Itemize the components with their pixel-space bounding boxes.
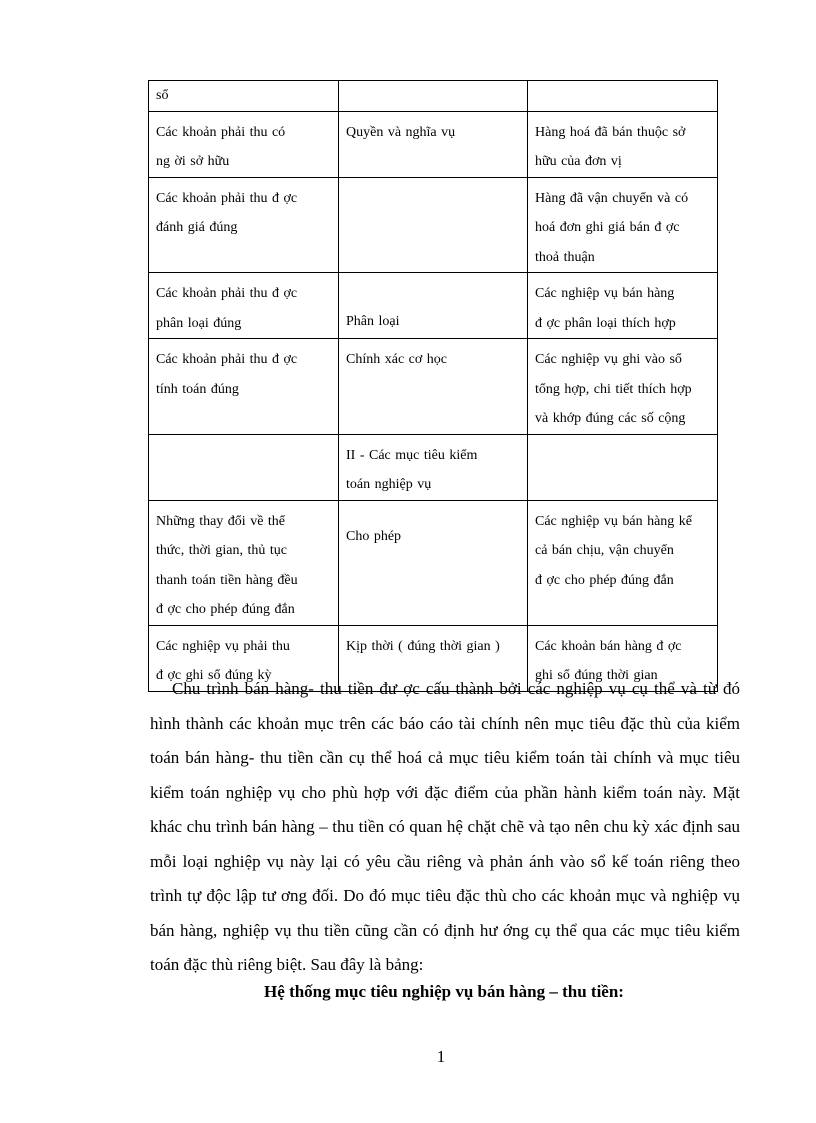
table-cell bbox=[339, 81, 528, 112]
table-cell: Các nghiệp vụ phải thu đ ợc ghi sổ đúng kỳ bbox=[149, 625, 339, 691]
table-cell: Hàng đã vận chuyển và có hoá đơn ghi giá bán đ ợc thoả thuận bbox=[528, 177, 718, 273]
page-number: 1 bbox=[436, 1047, 446, 1066]
table-cell bbox=[149, 434, 339, 500]
table-row bbox=[149, 177, 718, 273]
audit-objectives-table bbox=[148, 80, 718, 692]
table-cell: Kịp thời ( đúng thời gian ) bbox=[339, 625, 528, 691]
table-row bbox=[149, 434, 718, 500]
table-cell: Các nghiệp vụ bán hàng đ ợc phân loại thích hợp bbox=[528, 273, 718, 339]
table-section-heading: II - Các mục tiêu kiểm toán nghiệp vụ bbox=[339, 434, 528, 500]
section-heading: Hệ thống mục tiêu nghiệp vụ bán hàng – thu tiền: bbox=[264, 982, 624, 1001]
table-row bbox=[149, 81, 718, 112]
table-cell: Phân loại bbox=[339, 273, 528, 339]
table-cell: Những thay đổi về thể thức, thời gian, thủ tục thanh toán tiền hàng đều đ ợc cho phép đúng đắn bbox=[149, 500, 339, 625]
table-cell: sổ bbox=[149, 81, 339, 112]
table-cell: Cho phép bbox=[339, 500, 528, 625]
table-cell: Các khoản bán hàng đ ợc ghi sổ đúng thời gian bbox=[528, 625, 718, 691]
table-cell: Các khoản phải thu đ ợc đánh giá đúng bbox=[149, 177, 339, 273]
table-cell: Các khoản phải thu có ng ời sở hữu bbox=[149, 111, 339, 177]
body-paragraph: Chu trình bán hàng- thu tiền đư ợc cấu thành bởi các nghiệp vụ cụ thể và từ đó hình thành các khoản mục trên các báo cáo tài chính nên mục tiêu đặc thù của kiểm toán bán hàng- thu tiền cần cụ thể hoá cả mục tiêu kiểm toán tài chính và mục tiêu kiểm toán nghiệp vụ cho phù hợp với đặc điểm của phần hành kiểm toán này. Mặt khác chu trình bán hàng – thu tiền có quan hệ chặt chẽ và tạo nên chu kỳ xác định sau mỗi loại nghiệp vụ này lại có yêu cầu riêng và phản ánh vào sổ kế toán riêng theo trình tự độc lập tư ơng đối. Do đó mục tiêu đặc thù cho các khoản mục và nghiệp vụ bán hàng, nghiệp vụ thu tiền cũng cần có định hư ớng cụ thể qua các mục tiêu kiểm toán đặc thù riêng biệt. Sau đây là bảng: bbox=[150, 679, 740, 974]
table-cell bbox=[339, 177, 528, 273]
table-cell bbox=[528, 81, 718, 112]
table-cell: Các nghiệp vụ ghi vào sổ tổng hợp, chi tiết thích hợp và khớp đúng các số cộng bbox=[528, 339, 718, 435]
table-cell: Các nghiệp vụ bán hàng kể cả bán chịu, vận chuyển đ ợc cho phép đúng đắn bbox=[528, 500, 718, 625]
table-cell: Các khoản phải thu đ ợc tính toán đúng bbox=[149, 339, 339, 435]
table-cell: Chính xác cơ học bbox=[339, 339, 528, 435]
table-row bbox=[149, 500, 718, 625]
table-cell bbox=[528, 434, 718, 500]
table-cell: Quyền và nghĩa vụ bbox=[339, 111, 528, 177]
table-row bbox=[149, 339, 718, 435]
table-cell: Hàng hoá đã bán thuộc sở hữu của đơn vị bbox=[528, 111, 718, 177]
table-row bbox=[149, 111, 718, 177]
table-row bbox=[149, 273, 718, 339]
table-cell: Các khoản phải thu đ ợc phân loại đúng bbox=[149, 273, 339, 339]
